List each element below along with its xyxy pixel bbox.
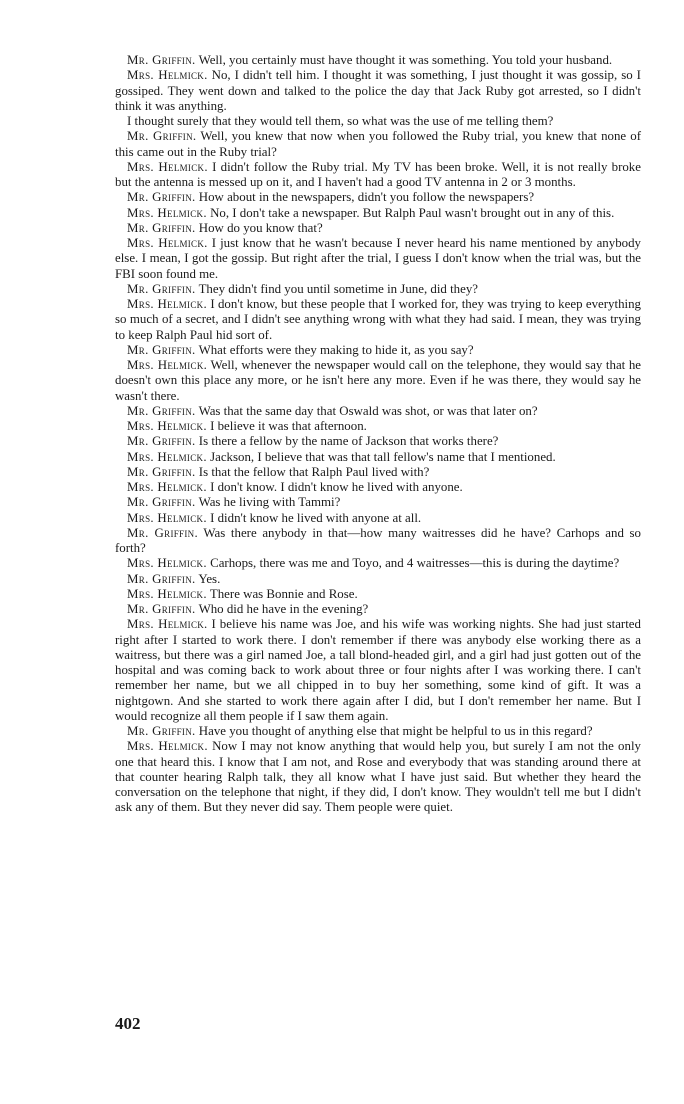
speaker-name: Mrs. Helmick. — [127, 556, 207, 571]
testimony-paragraph — [115, 282, 641, 297]
testimony-text: Now I may not know anything that would help you, but surely I am not the only one that heard this. I know that I am not, and Rose and everybody that was standing around there at that counter hearing Ralph talk, they all know what I have just said. But whether they heard the conversation on the telephone that night, if they did, I don't know. They wouldn't tell me but I didn't ask any of them. But they never did say. Them people were quiet. — [115, 739, 641, 815]
testimony-text: I believe it was that afternoon. — [210, 419, 367, 433]
testimony-paragraph — [115, 480, 641, 495]
testimony-paragraph — [115, 53, 641, 68]
speaker-name: Mrs. Helmick. — [127, 480, 207, 494]
testimony-paragraph — [115, 587, 641, 602]
testimony-paragraph — [115, 602, 641, 617]
speaker-name: Mr. Griffin. — [127, 724, 196, 738]
testimony-text: Is there a fellow by the name of Jackson that works there? — [198, 434, 499, 449]
testimony-body — [115, 53, 641, 816]
testimony-text: How about in the newspapers, didn't you follow the newspapers? — [198, 190, 535, 205]
testimony-text: I didn't know he lived with anyone at all. — [210, 510, 422, 525]
speaker-name: Mr. Griffin. — [127, 129, 197, 144]
transcript-page — [115, 53, 641, 816]
testimony-paragraph — [115, 129, 641, 160]
testimony-paragraph — [115, 160, 641, 191]
testimony-paragraph — [115, 617, 641, 724]
testimony-text: Well, whenever the newspaper would call on the telephone, they would say that he doesn't own this place any more, or he isn't here any more. Even if he was there, they would say he wasn't there. — [115, 358, 641, 403]
testimony-paragraph — [115, 572, 641, 587]
testimony-paragraph — [115, 114, 641, 129]
testimony-paragraph — [115, 465, 641, 480]
speaker-name: Mrs. Helmick. — [127, 358, 208, 372]
speaker-name: Mr. Griffin. — [127, 281, 196, 296]
speaker-name: Mr. Griffin. — [127, 53, 196, 67]
speaker-name: Mrs. Helmick. — [127, 586, 207, 601]
testimony-paragraph — [115, 404, 641, 419]
testimony-paragraph — [115, 236, 641, 282]
speaker-name: Mrs. Helmick. — [127, 449, 207, 464]
testimony-text: I thought surely that they would tell them, so what was the use of me telling them? — [127, 114, 554, 128]
testimony-text: I don't know, but these people that I worked for, they was trying to keep everything so much of a secret, and I didn't see anything wrong with what they had said. I mean, they was trying to keep Ralph Paul hid sort of. — [115, 297, 641, 342]
testimony-text: There was Bonnie and Rose. — [209, 586, 358, 601]
testimony-text: They didn't find you until sometime in June, did they? — [198, 281, 478, 296]
testimony-paragraph — [115, 419, 641, 434]
testimony-text: Who did he have in the evening? — [198, 602, 369, 616]
testimony-paragraph — [115, 297, 641, 343]
testimony-paragraph — [115, 724, 641, 739]
testimony-text: Have you thought of anything else that might be helpful to us in this regard? — [198, 724, 593, 738]
speaker-name: Mr. Griffin. — [127, 434, 196, 449]
testimony-paragraph — [115, 343, 641, 358]
testimony-text: Yes. — [198, 571, 221, 586]
speaker-name: Mrs. Helmick. — [127, 68, 208, 83]
testimony-text: Was that the same day that Oswald was shot, or was that later on? — [198, 403, 538, 418]
testimony-paragraph — [115, 556, 641, 571]
speaker-name: Mr. Griffin. — [127, 403, 196, 418]
testimony-text: I believe his name was Joe, and his wife was working nights. She had just started right after I started to work there. I don't remember if there was anybody else working there as a waitress, but there was a girl named Joe, a tall blond-headed girl, and a girl had just gotten out of the hospital and was coming back to work about three or four nights after I was working there. I can't remember her name, but we all chipped in to buy her something, some kind of gift. It was a nightgown. And she started to work there again after I did, but I don't remember her name. But I would recognize all them people if I saw them again. — [115, 617, 641, 723]
page-number: 402 — [115, 1014, 141, 1033]
speaker-name: Mrs. Helmick. — [127, 419, 207, 433]
testimony-text: Well, you knew that now when you followed the Ruby trial, you knew that none of this came out in the Ruby trial? — [115, 129, 641, 159]
speaker-name: Mr. Griffin. — [127, 464, 196, 479]
speaker-name: Mr. Griffin. — [127, 495, 196, 510]
testimony-paragraph — [115, 450, 641, 465]
speaker-name: Mr. Griffin. — [127, 190, 196, 205]
testimony-text: I just know that he wasn't because I never heard his name mentioned by anybody else. I mean, I got the gossip. But right after the trial, I guess I don't know when the trial was, but the FBI soon found me. — [115, 236, 641, 281]
testimony-text: Is that the fellow that Ralph Paul lived with? — [198, 464, 430, 479]
testimony-text: No, I don't take a newspaper. But Ralph Paul wasn't brought out in any of this. — [210, 205, 615, 220]
speaker-name: Mrs. Helmick. — [127, 297, 207, 311]
speaker-name: Mr. Griffin. — [127, 571, 196, 586]
speaker-name: Mr. Griffin. — [127, 602, 196, 616]
testimony-paragraph — [115, 434, 641, 449]
testimony-text: What efforts were they making to hide it, as you say? — [198, 342, 474, 357]
testimony-text: Well, you certainly must have thought it was something. You told your husband. — [198, 53, 613, 67]
speaker-name: Mr. Griffin. — [127, 525, 198, 540]
testimony-text: Jackson, I believe that was that tall fellow's name that I mentioned. — [210, 449, 556, 464]
testimony-text: I didn't follow the Ruby trial. My TV has been broke. Well, it is not really broke but the antenna is messed up on it, and I haven't had a good TV antenna in 2 or 3 months. — [115, 159, 641, 189]
speaker-name: Mrs. Helmick. — [127, 617, 208, 632]
testimony-paragraph — [115, 495, 641, 510]
testimony-paragraph — [115, 190, 641, 205]
testimony-paragraph — [115, 206, 641, 221]
testimony-text: No, I didn't tell him. I thought it was something, I just thought it was gossip, so I gossiped. They went down and talked to the police the day that Jack Ruby got arrested, so I didn't think it was anything. — [115, 68, 641, 113]
testimony-text: Was there anybody in that—how many waitresses did he have? Carhops and so forth? — [115, 525, 641, 555]
speaker-name: Mrs. Helmick. — [127, 159, 208, 174]
speaker-name: Mrs. Helmick. — [127, 510, 207, 525]
testimony-text: How do you know that? — [198, 220, 323, 235]
testimony-paragraph — [115, 358, 641, 404]
testimony-paragraph — [115, 68, 641, 114]
speaker-name: Mr. Griffin. — [127, 220, 196, 235]
testimony-text: Was he living with Tammi? — [198, 495, 341, 510]
testimony-paragraph — [115, 739, 641, 815]
speaker-name: Mrs. Helmick. — [127, 739, 208, 754]
testimony-text: I don't know. I didn't know he lived with anyone. — [210, 480, 463, 494]
speaker-name: Mrs. Helmick. — [127, 236, 208, 250]
speaker-name: Mrs. Helmick. — [127, 205, 207, 220]
testimony-paragraph — [115, 511, 641, 526]
testimony-paragraph — [115, 221, 641, 236]
speaker-name: Mr. Griffin. — [127, 342, 196, 357]
testimony-text: Carhops, there was me and Toyo, and 4 waitresses—this is during the daytime? — [210, 556, 620, 571]
testimony-paragraph — [115, 526, 641, 557]
